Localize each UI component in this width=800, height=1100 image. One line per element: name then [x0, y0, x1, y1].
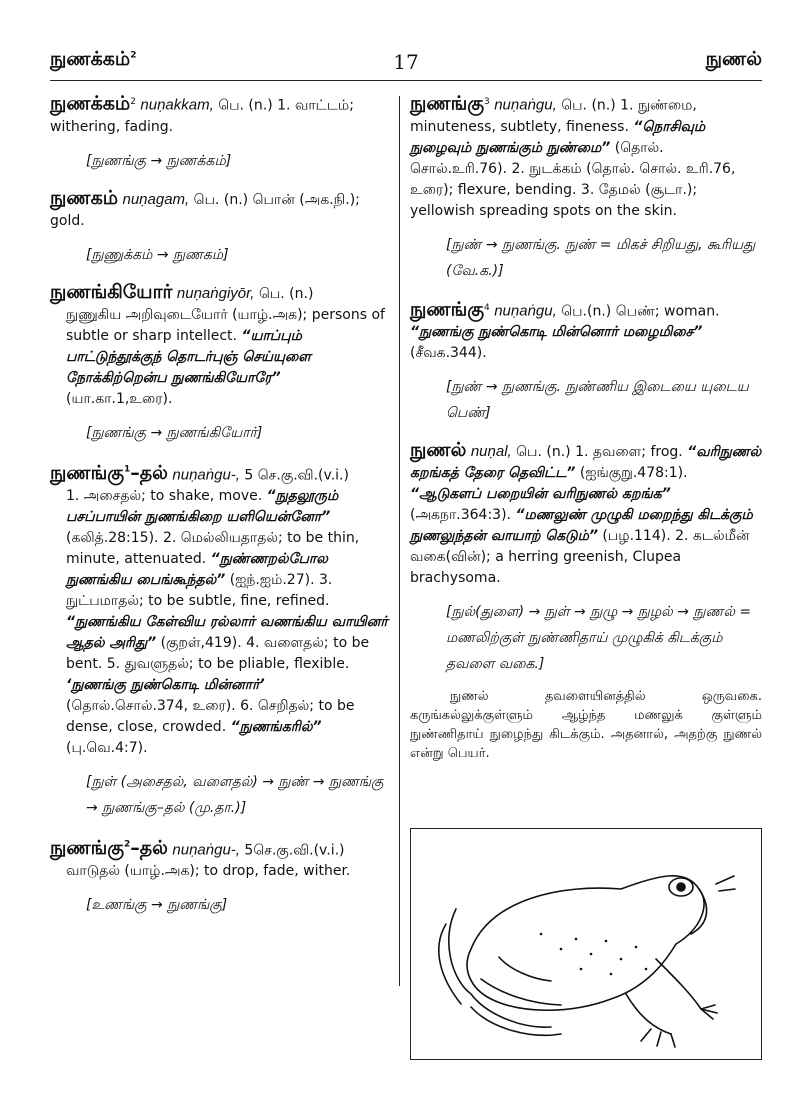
note-paragraph: நுணல் தவளையினத்தில் ஒருவகை. கருங்கல்லுக்குள்ளும் ஆழ்ந்த மணலுக் குள்ளும் நுண்ணிதாய் நுழைந்து கிடக்கும். அதனால், அதற்கு நுணல் என்று பெயர். [410, 689, 762, 762]
definition: நுணுகிய அறிவுடையோர் (யாழ்.அக); persons of subtle or sharp intellect. [66, 306, 385, 344]
headword: நுணங்கு [410, 298, 485, 321]
running-head-left: நுணக்கம்$^2$ [50, 48, 137, 70]
transliteration: nuṇaṅgu-, [172, 465, 240, 483]
entry-nunagam [50, 188, 390, 268]
definition: வாடுதல் (யாழ்.அக); to drop, fade, wither. [66, 863, 351, 880]
headword: நுணங்கு$^2$–தல் [50, 837, 168, 860]
transliteration: nuṇaṅgu, [494, 96, 557, 114]
transliteration: nuṇagam, [122, 190, 190, 208]
entry-nunangu-3 [410, 92, 762, 284]
definition: பெ. (n.) 1. நுண்மை, minuteness, subtlety, fineness. [410, 97, 697, 135]
definition-cont: (தொல். சொல்.உரி.76). 2. நுடக்கம் (தொல். சொல். உரி.76, உரை); flexure, bending. 3. தேமல் (சூடா.); yellowish spreading spots on the skin. [410, 139, 736, 219]
transliteration: nuṇaṅgiyōr, [176, 284, 255, 302]
transliteration: nuṇakkam, [140, 96, 214, 114]
transliteration: nuṇaṅgu-, [172, 841, 240, 859]
etymology: [நுண் → நுணங்கு. நுண் = மிகச் சிறியது, கூரியது (வே.க.)] [446, 236, 756, 279]
homonym-number: 2 [130, 97, 136, 107]
citation-source: (யா.கா.1,உரை). [66, 390, 173, 407]
citation-quote: “நொசிவும் நுழைவும் நுணங்கும் நுண்மை” [410, 118, 706, 156]
definition: பெ. (n.) 1. வாட்டம்; withering, fading. [50, 97, 354, 135]
frog-icon [411, 829, 761, 1059]
homonym-number: 3 [484, 97, 490, 107]
definition: பெ.(n.) பெண்; woman. [561, 303, 720, 320]
entry-nunangu-2-tal [50, 835, 390, 918]
column-divider [399, 96, 400, 986]
headword: நுணங்கு [410, 92, 485, 115]
etymology: [நுண் → நுணங்கு. நுண்ணிய இடையை யுடைய பெண்] [446, 379, 749, 422]
transliteration: nuṇal, [470, 443, 512, 461]
etymology: [நுள் (அசைதல், வளைதல்) → நுண் → நுணங்கு → நுணங்கு–தல் (மு.தா.)] [86, 773, 384, 816]
left-column [50, 92, 390, 932]
definition: பெ. (n.) 1. தவளை; frog. [516, 444, 683, 461]
etymology: [நுணங்கு → நுணங்கியோர்] [86, 424, 263, 441]
definition: பெ. (n.) பொன் (அக.நி.); gold. [50, 191, 360, 229]
transliteration: nuṇaṅgu, [494, 302, 557, 320]
headword: நுணல் [410, 439, 467, 462]
page-header [50, 46, 762, 81]
entry-nunakkam [50, 92, 390, 174]
entry-nunangiyor [50, 282, 390, 446]
running-head-right: நுணல் [705, 48, 762, 70]
part-of-speech: 5 செ.கு.வி.(v.i.) [244, 466, 349, 483]
etymology: [நுணங்கு → நுணக்கம்] [86, 152, 232, 169]
frog-illustration [410, 828, 762, 1060]
headword: நுணங்கியோர் [50, 280, 173, 303]
citation-quote: “நுணங்கு நுண்கொடி மின்னொர் மழைமிசை” [410, 324, 703, 341]
page-number: 17 [393, 50, 419, 74]
citation-quote: “யாப்பும் பாட்டுந்தூக்குந் தொடர்புஞ் செய்யுளை நோக்கிற்றென்ப நுணங்கியோரே” [66, 327, 311, 386]
etymology: [உணங்கு → நுணங்கு] [86, 897, 228, 914]
entry-nunal: நுணல் nuṇal, பெ. (n.) 1. தவளை; frog. “வரிநுணல் கறங்கத் தேரை தெவிட்ட” (ஐங்குறு.478:1). “ஆடுகளப் பறையின் வரிநுணல் கறங்க” (அகநா.364:3). “மணலுண் முழுகி மறைந்து கிடக்கும் நுணலுந்தன் வாயாற் கெடும்” (பழ.114). 2. கடல்மீன் வகை(வின்); a herring greenish, Clupea brachysoma. [நுல்(துளை) → நுள் → நுழு → நுழல் → நுணல் = மணலிற்குள் நுண்ணிதாய் முழுகிக் கிடக்கும் தவளை வகை.] நுணல் தவளையினத்தில் ஒருவகை. கருங்கல்லுக்குள்ளும் ஆழ்ந்த மணலுக் குள்ளும் நுண்ணிதாய் நுழைந்து கிடக்கும். அதனால், அதற்கு நுணல் என்று பெயர். [410, 439, 762, 762]
citation-source: (சீவக.344). [410, 345, 487, 362]
homonym-number: 4 [484, 302, 490, 313]
headword: நுணங்கு$^1$–தல் [50, 461, 168, 484]
entry-nunangu-4 [410, 298, 762, 427]
right-column [410, 92, 762, 777]
senses: 1. அசைதல்; to shake, move. “நுதலூரும் பசப்பாயின் நுணங்கிறை யளியென்னோ” (கலித்.28:15). 2. மெல்லியதாதல்; to be thin, minute, attenuated. “நுண்ணறல்போல நுணங்கிய பைங்கூந்தல்” (ஐந்.ஐம்.27). 3. நுட்பமாதல்; to be subtle, fine, refined. “நுணங்கிய கேள்விய ரல்லார் வணங்கிய வாயினர் ஆதல் அரிது” (குறள்,419). 4. வளைதல்; to be bent. 5. துவளுதல்; to be pliable, flexible. ‘நுணங்கு நுண்கொடி மின்னார்’ (தொல்.சொல்.374, உரை). 6. செறிதல்; to be dense, close, crowded. “நுணங்கரில்” (பு.வெ.4:7). [66, 487, 388, 756]
entry-nunangu-1-tal [50, 460, 390, 821]
etymology: [நுல்(துளை) → நுள் → நுழு → நுழல் → நுணல் = மணலிற்குள் நுண்ணிதாய் முழுகிக் கிடக்கும் தவளை வகை.] [446, 604, 752, 673]
part-of-speech: பெ. (n.) [258, 285, 314, 302]
headword: நுணக்கம் [50, 92, 131, 115]
headword: நுணகம் [50, 186, 119, 209]
part-of-speech: 5செ.கு.வி.(v.i.) [244, 842, 345, 859]
etymology: [நுணுக்கம் → நுணகம்] [86, 246, 229, 263]
